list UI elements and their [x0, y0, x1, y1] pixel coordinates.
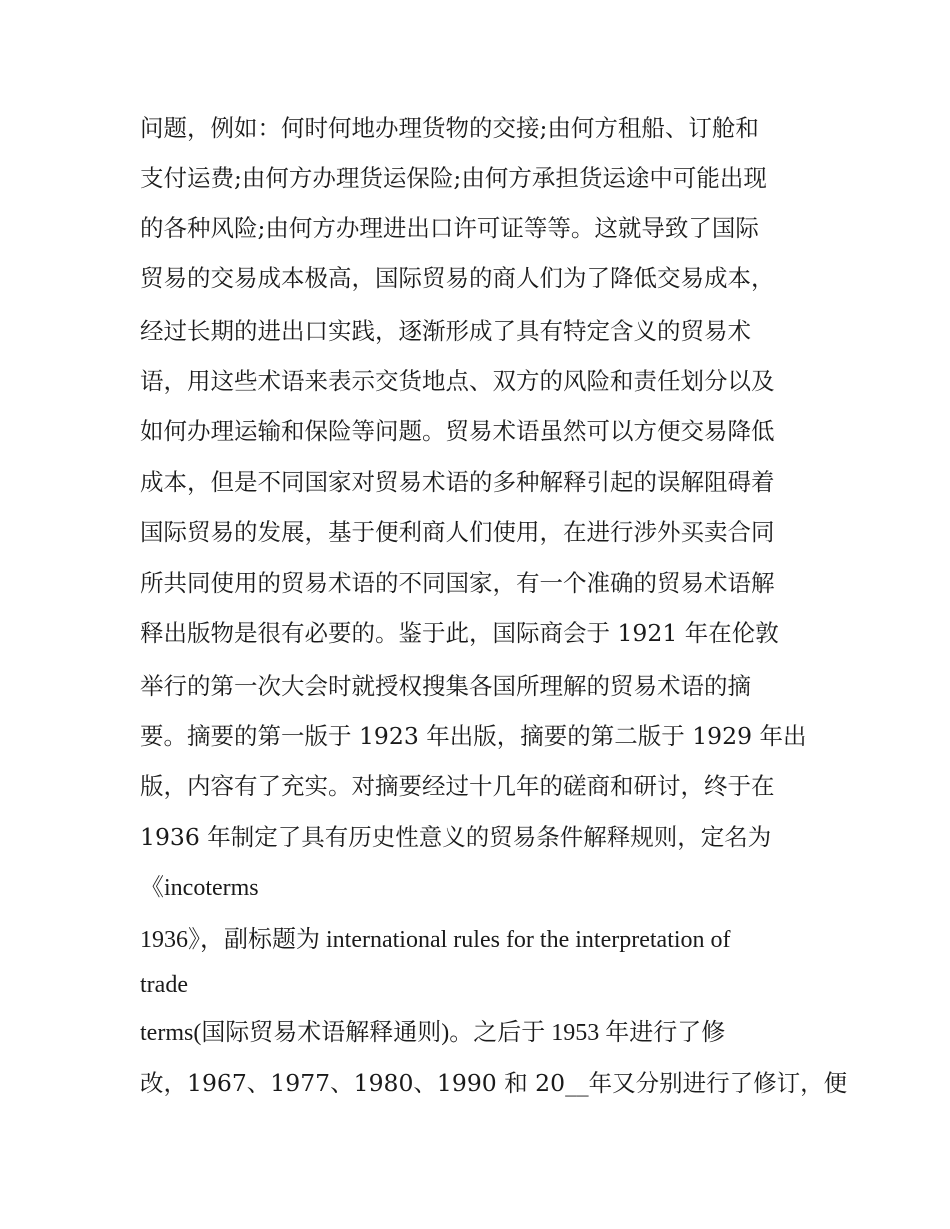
body-text-line: 支付运费;由何方办理货运保险;由何方承担货运途中可能出现 — [140, 164, 767, 192]
body-text-line: trade — [140, 972, 188, 998]
body-text-line: 的各种风险;由何方办理进出口许可证等等。这就导致了国际 — [140, 214, 759, 242]
body-text-line: 如何办理运输和保险等问题。贸易术语虽然可以方便交易降低 — [140, 417, 775, 445]
body-text-line: 改，1967、1977、1980、1990 和 20__年又分别进行了修订，便 — [140, 1069, 848, 1097]
body-text-line: 国际贸易的发展，基于便利商人们使用，在进行涉外买卖合同 — [140, 518, 775, 546]
body-text-line: 成本，但是不同国家对贸易术语的多种解释引起的误解阻碍着 — [140, 468, 775, 496]
body-text-line: 举行的第一次大会时就授权搜集各国所理解的贸易术语的摘 — [140, 672, 751, 700]
body-text-line: 所共同使用的贸易术语的不同国家，有一个准确的贸易术语解 — [140, 569, 775, 597]
body-text-line: 版，内容有了充实。对摘要经过十几年的磋商和研讨，终于在 — [140, 772, 775, 800]
body-text-line: 要。摘要的第一版于 1923 年出版，摘要的第二版于 1929 年出 — [140, 722, 807, 750]
body-text-line: 1936》，副标题为 international rules for the interpretation of — [140, 927, 731, 953]
body-text-line: 语，用这些术语来表示交货地点、双方的风险和责任划分以及 — [140, 367, 775, 395]
body-text-line: terms(国际贸易术语解释通则)。之后于 1953 年进行了修 — [140, 1020, 726, 1046]
body-text-line: 贸易的交易成本极高，国际贸易的商人们为了降低交易成本， — [140, 264, 775, 292]
body-text-line: 释出版物是很有必要的。鉴于此，国际商会于 1921 年在伦敦 — [140, 619, 779, 647]
body-text-line: 1936 年制定了具有历史性意义的贸易条件解释规则，定名为 — [140, 823, 772, 851]
body-text-line: 经过长期的进出口实践，逐渐形成了具有特定含义的贸易术 — [140, 317, 751, 345]
body-text-line: 问题，例如：何时何地办理货物的交接;由何方租船、订舱和 — [140, 114, 759, 142]
body-text-line: 《incoterms — [140, 875, 259, 901]
